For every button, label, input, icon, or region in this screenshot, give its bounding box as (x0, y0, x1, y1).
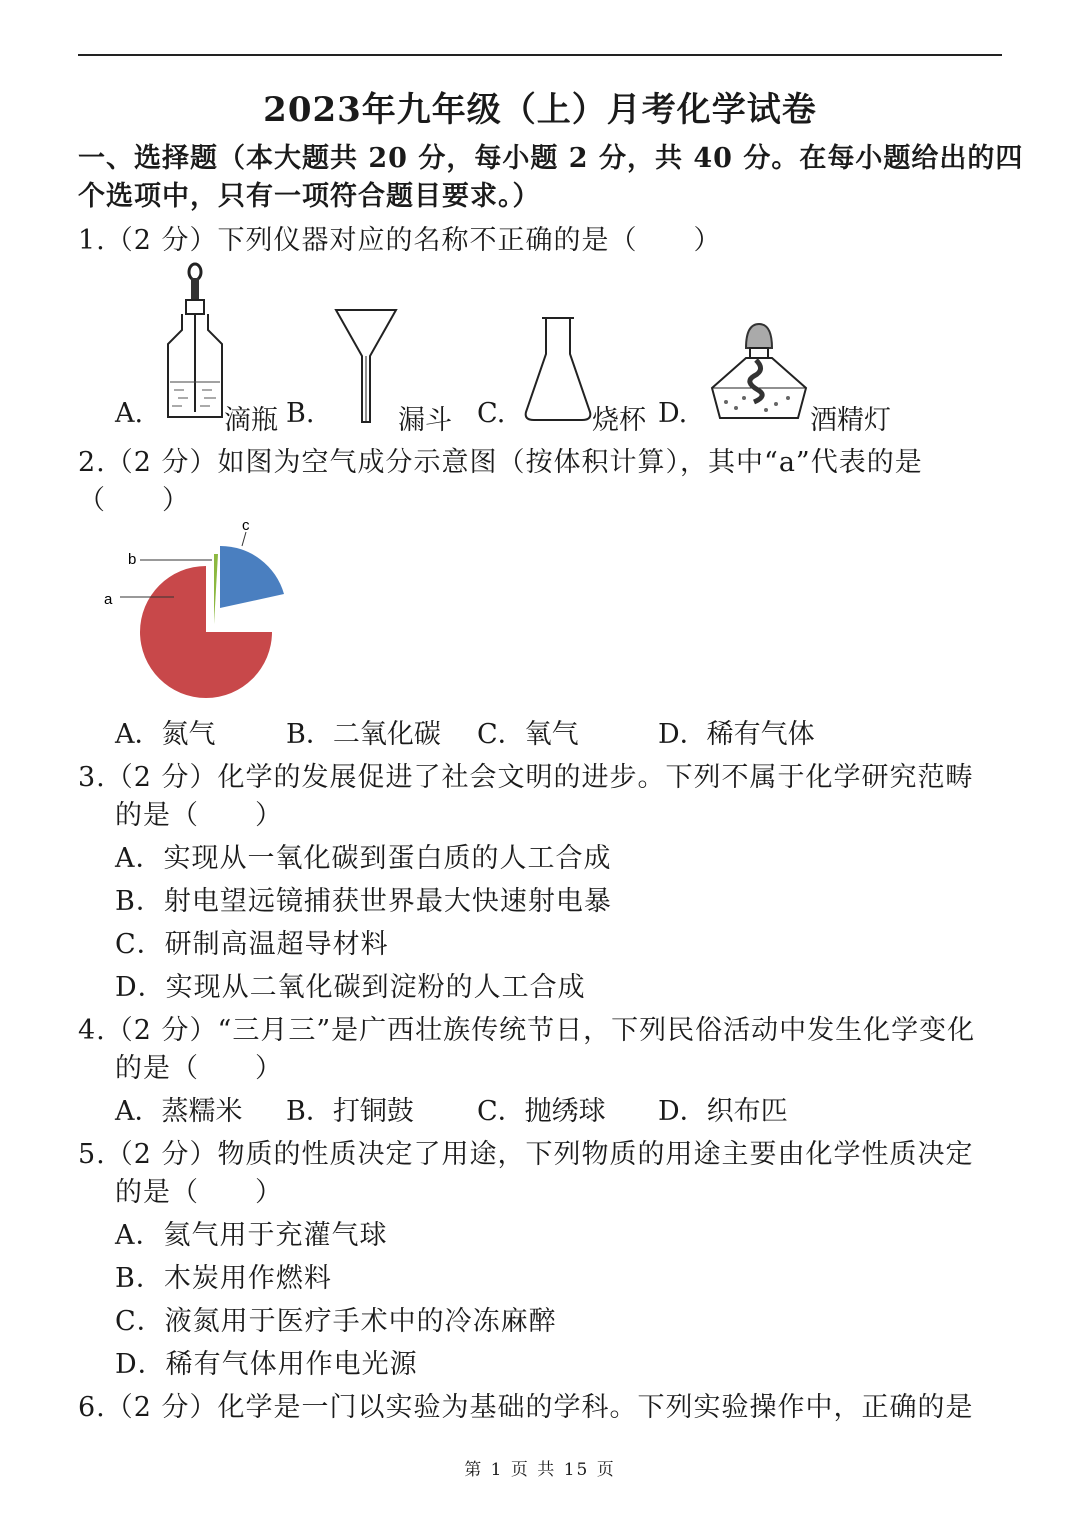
funnel-figure (334, 306, 398, 424)
q1-option-a-name: 滴瓶 (224, 405, 278, 436)
q4-option-a: A．蒸糯米 (115, 1096, 243, 1127)
q5-stem-line2: 的是（ ） (115, 1177, 283, 1208)
q2-stem-line1: 2.（2 分）如图为空气成分示意图（按体积计算），其中“a”代表的是 (78, 447, 923, 478)
page-footer: 第 1 页 共 15 页 (464, 1460, 616, 1480)
q4-option-b: B．打铜鼓 (286, 1096, 414, 1127)
pie-label-b: b (128, 551, 137, 568)
q1-option-d-name: 酒精灯 (810, 405, 891, 436)
q1-option-a (115, 398, 143, 429)
conical-flask-figure (522, 314, 594, 424)
q3-option-d: D．实现从二氧化碳到淀粉的人工合成 (115, 972, 586, 1003)
q1-option-c-key: C. (477, 398, 506, 429)
q2-option-a: A．氮气 (115, 719, 216, 750)
q3-stem-line1: 3.（2 分）化学的发展促进了社会文明的进步。下列不属于化学研究范畴 (78, 762, 974, 793)
q1-stem: 1.（2 分）下列仪器对应的名称不正确的是（ ） (78, 225, 722, 256)
q5-option-d: D．稀有气体用作电光源 (115, 1349, 418, 1380)
air-composition-pie-chart (96, 512, 306, 712)
section-heading-line1: 一、选择题（本大题共 20 分，每小题 2 分，共 40 分。在每小题给出的四 (78, 143, 1024, 174)
option-key: A. (115, 398, 144, 429)
q3-option-c: C．研制高温超导材料 (115, 929, 389, 960)
q4-stem-line1: 4.（2 分）“三月三”是广西壮族传统节日，下列民俗活动中发生化学变化 (78, 1015, 976, 1046)
q1-option-c-name: 烧杯 (592, 405, 646, 436)
dropping-bottle-figure (160, 262, 230, 422)
q4-option-c: C．抛绣球 (477, 1096, 606, 1127)
q1-option-d-key: D. (658, 398, 688, 429)
section-heading-line2: 个选项中，只有一项符合题目要求。） (78, 181, 541, 212)
q2-option-c: C．氧气 (477, 719, 579, 750)
q6-stem-line1: 6.（2 分）化学是一门以实验为基础的学科。下列实验操作中，正确的是 (78, 1392, 974, 1423)
q5-stem-line1: 5.（2 分）物质的性质决定了用途，下列物质的用途主要由化学性质决定 (78, 1139, 974, 1170)
q2-option-b: B．二氧化碳 (286, 719, 441, 750)
q3-option-b: B．射电望远镜捕获世界最大快速射电暴 (115, 886, 612, 917)
pie-slice-c (220, 546, 284, 608)
q1-option-b-key: B. (286, 398, 315, 429)
q2-option-d: D．稀有气体 (658, 719, 815, 750)
pie-slice-b (214, 554, 218, 624)
pie-label-c: c (242, 517, 250, 534)
header-rule (78, 54, 1002, 56)
page-title: 2023年九年级（上）月考化学试卷 (263, 90, 817, 130)
pie-label-a: a (104, 591, 113, 608)
q1-option-b-name: 漏斗 (398, 405, 452, 436)
q4-stem-line2: 的是（ ） (115, 1053, 283, 1084)
q3-stem-line2: 的是（ ） (115, 800, 283, 831)
q4-option-d: D．织布匹 (658, 1096, 788, 1127)
q5-option-b: B．木炭用作燃料 (115, 1263, 332, 1294)
q5-option-c: C．液氮用于医疗手术中的冷冻麻醉 (115, 1306, 557, 1337)
q3-option-a: A．实现从一氧化碳到蛋白质的人工合成 (115, 843, 612, 874)
q2-stem-line2: （ ） (78, 485, 190, 516)
alcohol-lamp-figure (706, 318, 812, 424)
q5-option-a: A．氦气用于充灌气球 (115, 1220, 388, 1251)
